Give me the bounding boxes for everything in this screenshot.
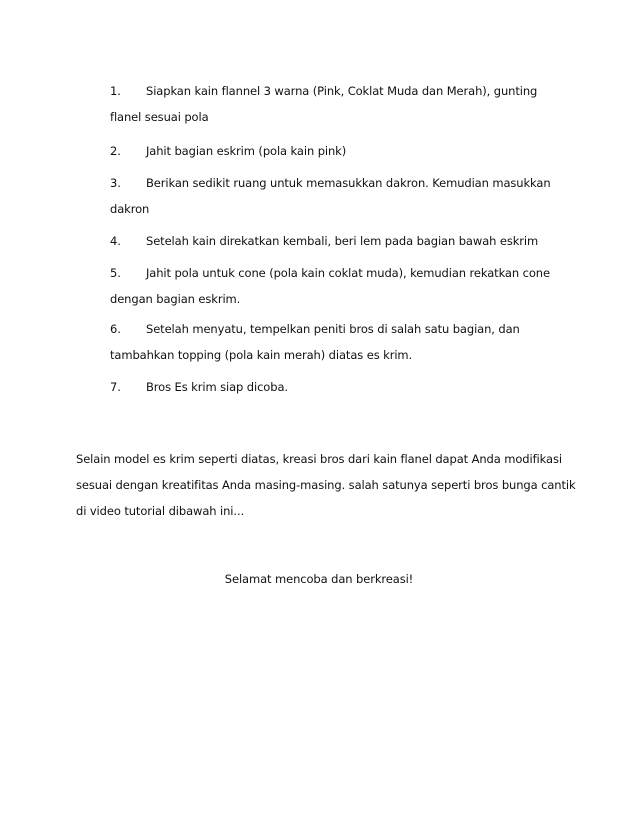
step-text: Bros Es krim siap dicoba. bbox=[146, 380, 288, 394]
step-text: Siapkan kain flannel 3 warna (Pink, Coklat Muda dan Merah), gunting flanel sesuai pola bbox=[110, 84, 538, 124]
body-paragraph: Selain model es krim seperti diatas, kreasi bros dari kain flanel dapat Anda modifikasi sesuai dengan kreatifitas Anda masing-masing. salah satunya seperti bros bunga cantik di video tutorial dibawah ini... bbox=[76, 452, 576, 518]
step-number: 5. bbox=[110, 266, 121, 280]
step-4 bbox=[110, 228, 570, 254]
step-number: 2. bbox=[110, 144, 121, 158]
step-2 bbox=[110, 138, 570, 164]
step-3 bbox=[110, 170, 570, 222]
step-text: Setelah kain direkatkan kembali, beri lem pada bagian bawah eskrim bbox=[146, 234, 539, 248]
step-text: Setelah menyatu, tempelkan peniti bros di salah satu bagian, dan tambahkan topping (pola kain merah) diatas es krim. bbox=[110, 322, 520, 362]
step-number: 1. bbox=[110, 84, 121, 98]
step-text: Jahit pola untuk cone (pola kain coklat muda), kemudian rekatkan cone dengan bagian eskrim. bbox=[110, 266, 550, 306]
closing-line: Selamat mencoba dan berkreasi! bbox=[224, 572, 414, 586]
step-number: 7. bbox=[110, 380, 121, 394]
step-7 bbox=[110, 374, 570, 400]
step-5 bbox=[110, 260, 570, 312]
step-text: Berikan sedikit ruang untuk memasukkan dakron. Kemudian masukkan dakron bbox=[110, 176, 551, 216]
step-number: 4. bbox=[110, 234, 121, 248]
step-number: 6. bbox=[110, 322, 121, 336]
step-6 bbox=[110, 316, 570, 368]
step-1 bbox=[110, 78, 570, 130]
step-number: 3. bbox=[110, 176, 121, 190]
step-text: Jahit bagian eskrim (pola kain pink) bbox=[146, 144, 347, 158]
